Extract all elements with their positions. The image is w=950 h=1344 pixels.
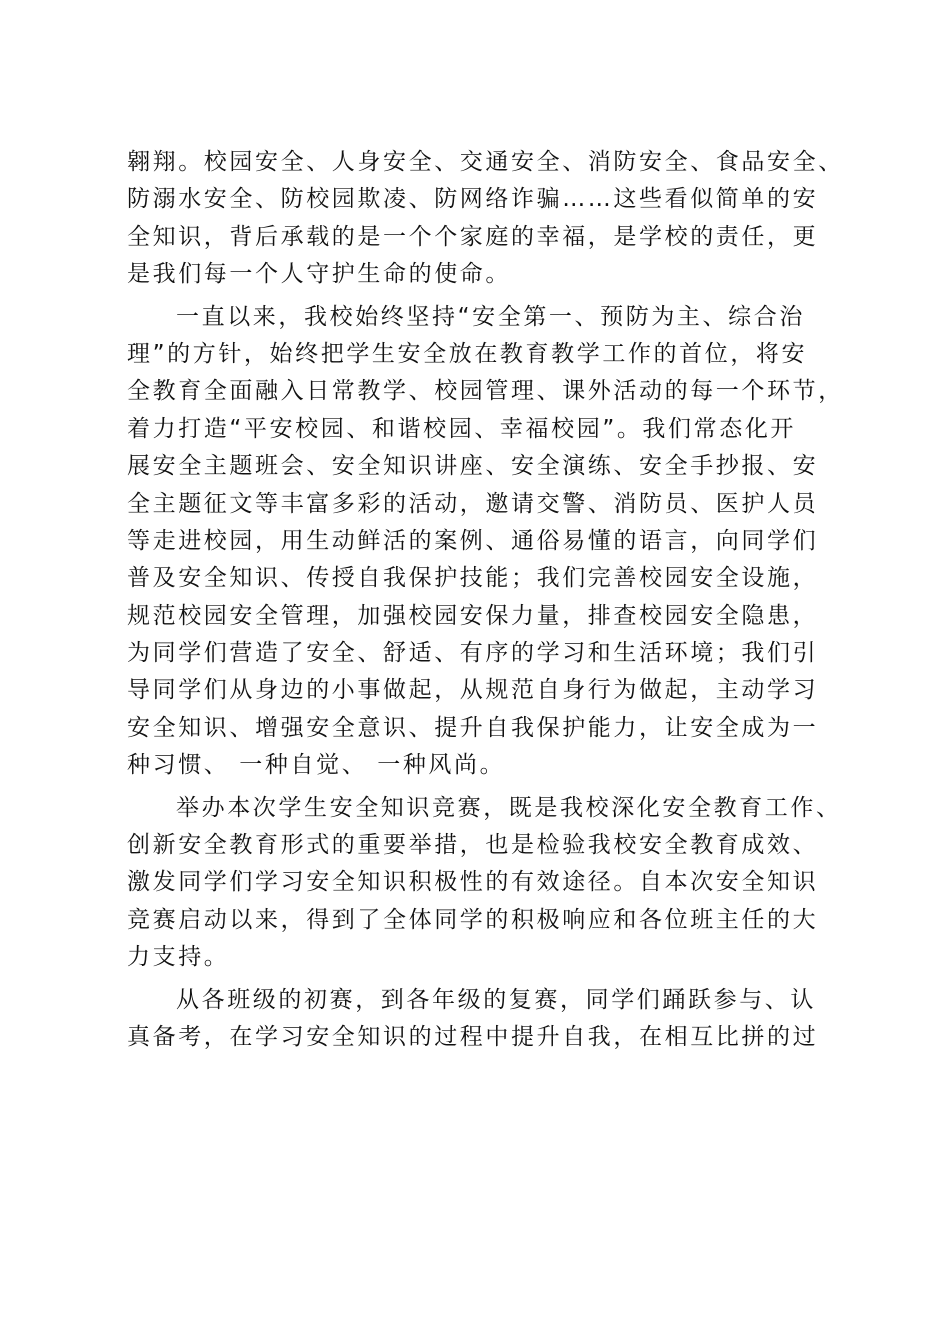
text-line: 普及安全知识、传授自我保护技能；我们完善校园安全设施， — [127, 565, 819, 592]
text-line: 为同学们营造了安全、舒适、有序的学习和生活环境；我们引 — [127, 640, 819, 667]
text-line: 全主题征文等丰富多彩的活动，邀请交警、消防员、医护人员 — [127, 490, 819, 517]
text-line: 理”的方针，始终把学生安全放在教育教学工作的首位，将安 — [127, 340, 808, 367]
text-line: 全知识，背后承载的是一个个家庭的幸福，是学校的责任，更 — [127, 223, 819, 250]
text-line: 全教育全面融入日常教学、校园管理、课外活动的每一个环节， — [127, 378, 844, 405]
paragraph-2 — [127, 299, 844, 785]
text-line: 力支持。 — [127, 944, 230, 971]
text-line: 着力打造“平安校园、和谐校园、幸福校园”。我们常态化开 — [127, 415, 797, 442]
document-body — [127, 144, 844, 1056]
paragraph-3 — [127, 790, 842, 977]
text-line: 导同学们从身边的小事做起，从规范自身行为做起，主动学习 — [127, 677, 819, 704]
text-line: 展安全主题班会、安全知识讲座、安全演练、安全手抄报、安 — [127, 453, 819, 480]
text-line: 真备考，在学习安全知识的过程中提升自我，在相互比拼的过 — [127, 1023, 819, 1050]
text-line: 竞赛启动以来，得到了全体同学的积极响应和各位班主任的大 — [127, 906, 819, 933]
text-line: 等走进校园，用生动鲜活的案例、通俗易懂的语言，向同学们 — [127, 527, 819, 554]
text-line: 是我们每一个人守护生命的使命。 — [127, 261, 511, 288]
paragraph-1 — [127, 144, 844, 294]
text-line: 举办本次学生安全知识竞赛，既是我校深化安全教育工作、 — [176, 794, 842, 821]
text-line: 翱翔。校园安全、人身安全、交通安全、消防安全、食品安全、 — [127, 149, 844, 175]
text-line: 从各班级的初赛，到各年级的复赛，同学们踊跃参与、认 — [176, 986, 816, 1013]
text-line: 激发同学们学习安全知识积极性的有效途径。自本次安全知识 — [127, 869, 819, 896]
text-line: 安全知识、增强安全意识、提升自我保护能力，让安全成为一 — [127, 714, 819, 741]
text-line: 规范校园安全管理，加强校园安保力量，排查校园安全隐患， — [127, 602, 819, 629]
text-line: 防溺水安全、防校园欺凌、防网络诈骗……这些看似简单的安 — [127, 186, 819, 213]
paragraph-4 — [127, 982, 827, 1057]
text-line: 创新安全教育形式的重要举措，也是检验我校安全教育成效、 — [127, 832, 819, 859]
text-line: 一直以来，我校始终坚持“安全第一、预防为主、综合治 — [176, 303, 805, 330]
text-line: 种习惯、 一种自觉、 一种风尚。 — [127, 752, 506, 779]
